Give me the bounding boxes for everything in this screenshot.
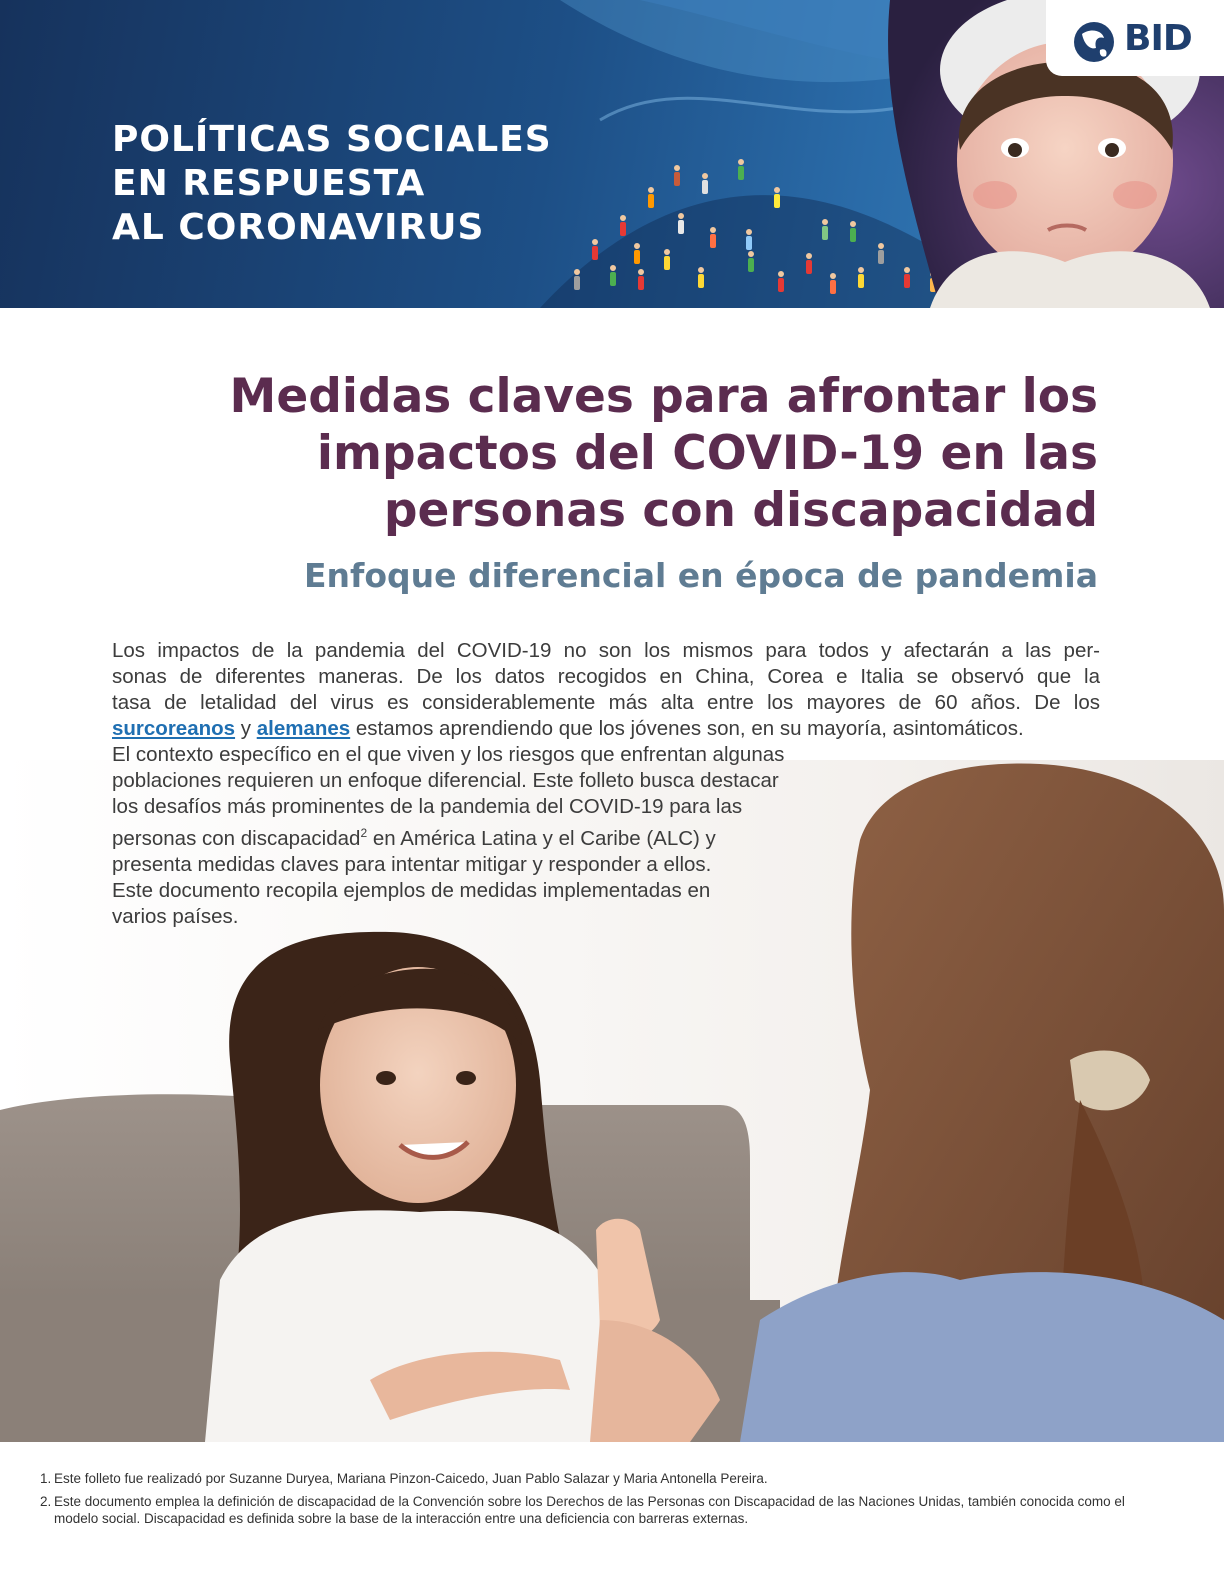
footnote-number: 2. bbox=[40, 1494, 52, 1509]
bid-logo[interactable] bbox=[1046, 0, 1224, 76]
footnote-number: 1. bbox=[40, 1471, 52, 1486]
footnote-text: Este documento emplea la definición de discapacidad de la Convención sobre los Derechos de las Personas con Discapacidad de las Naciones Unidas, también conocida como el modelo social. Discapacidad es definida sobre la base de la interacción entre una deficiencia con barreras externas. bbox=[54, 1494, 1125, 1526]
logo-text: BID bbox=[1124, 18, 1192, 59]
intro-line: El contexto específico en el que viven y los riesgos que enfrentan algunas bbox=[112, 743, 785, 766]
series-title-line: EN RESPUESTA bbox=[112, 163, 426, 204]
footnotes bbox=[40, 1470, 1170, 1533]
footnote bbox=[40, 1470, 1170, 1487]
link-alemanes[interactable]: alemanes bbox=[256, 717, 351, 740]
title-line: Medidas claves para afrontar los bbox=[229, 369, 1098, 424]
header-banner bbox=[0, 0, 1224, 308]
intro-line bbox=[112, 820, 1112, 852]
series-title-line: AL CORONAVIRUS bbox=[112, 207, 485, 248]
intro-text: estamos aprendiendo que los jóvenes son, en su mayoría, asintomáticos. bbox=[350, 717, 1024, 740]
intro-text: personas con discapacidad bbox=[112, 826, 361, 850]
intro-line: los desafíos más prominentes de la pandemia del COVID-19 para las bbox=[112, 795, 743, 818]
intro-line: Este documento recopila ejemplos de medidas implementadas en bbox=[112, 878, 711, 902]
intro-line: tasa de letalidad del virus es considerablemente más alta entre los mayores de 60 años. De los bbox=[112, 691, 1100, 714]
intro-text: en América Latina y el Caribe (ALC) y bbox=[367, 826, 716, 850]
title-line: impactos del COVID-19 en las bbox=[316, 426, 1098, 481]
intro-line: varios países. bbox=[112, 904, 239, 928]
document-title bbox=[198, 368, 1098, 539]
footnote bbox=[40, 1493, 1170, 1527]
series-title bbox=[112, 118, 552, 250]
intro-line: Los impactos de la pandemia del COVID-19 no son los mismos para todos y afectarán a las per- bbox=[112, 639, 1100, 662]
intro-line: presenta medidas claves para intentar mitigar y responder a ellos. bbox=[112, 852, 712, 876]
intro-text: y bbox=[235, 717, 257, 740]
link-surcoreanos[interactable]: surcoreanos bbox=[112, 717, 236, 740]
title-line: personas con discapacidad bbox=[383, 483, 1098, 538]
intro-line bbox=[112, 716, 1112, 742]
series-title-line: POLÍTICAS SOCIALES bbox=[112, 119, 552, 160]
document-subtitle: Enfoque diferencial en época de pandemia bbox=[303, 556, 1098, 595]
intro-line: poblaciones requieren un enfoque diferencial. Este folleto busca destacar bbox=[112, 769, 779, 792]
intro-paragraph bbox=[112, 638, 1112, 930]
globe-logo-icon bbox=[1072, 20, 1116, 64]
intro-line: sonas de diferentes maneras. De los datos recogidos en China, Corea e Italia se observó que la bbox=[112, 665, 1100, 688]
footnote-text: Este folleto fue realizadó por Suzanne Duryea, Mariana Pinzon-Caicedo, Juan Pablo Salazar y Maria Antonella Pereira. bbox=[54, 1471, 768, 1486]
footnote-ref[interactable]: 2 bbox=[360, 826, 368, 840]
